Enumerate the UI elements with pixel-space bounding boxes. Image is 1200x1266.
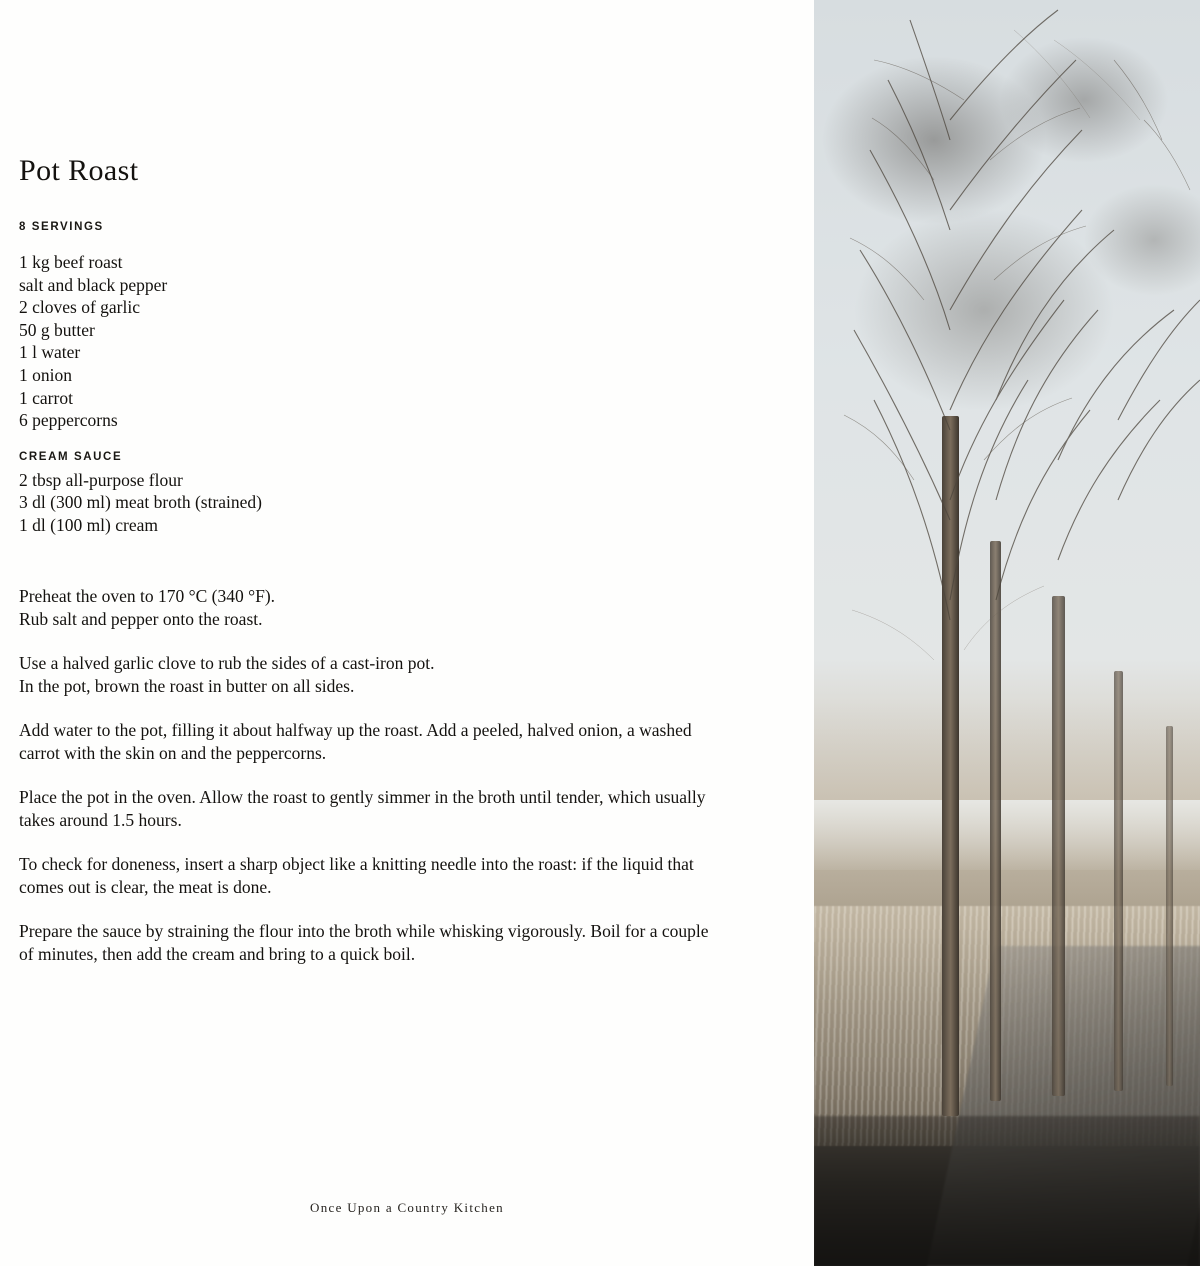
page-title: Pot Roast [19, 154, 139, 187]
instruction-paragraph: Prepare the sauce by straining the flour into the broth while whisking vigorously. Boil for a couple of minutes, then add the cream and bring to a quick boil. [19, 920, 709, 964]
ingredient-list [19, 251, 719, 432]
cream-sauce-ingredient-list [19, 469, 719, 537]
instruction-paragraph: To check for doneness, insert a sharp object like a knitting needle into the roast: if the liquid that comes out is clear, the meat is done. [19, 853, 694, 897]
list-item: 2 cloves of garlic [19, 297, 140, 318]
list-item: 2 tbsp all-purpose flour [19, 469, 183, 490]
list-item: 1 onion [19, 364, 72, 385]
list-item: 50 g butter [19, 319, 95, 340]
instructions [19, 585, 719, 966]
instruction-line: Rub salt and pepper onto the roast. [19, 608, 263, 629]
instruction-line: Preheat the oven to 170 °C (340 °F). [19, 585, 276, 606]
instruction-line: In the pot, brown the roast in butter on all sides. [19, 675, 355, 696]
list-item: salt and black pepper [19, 274, 168, 295]
list-item: 1 dl (100 ml) cream [19, 514, 158, 535]
instruction-paragraph: Place the pot in the oven. Allow the roast to gently simmer in the broth until tender, which usually takes around 1.5 hours. [19, 786, 706, 830]
cream-sauce-heading: CREAM SAUCE [19, 450, 123, 463]
instruction-line: Use a halved garlic clove to rub the sides of a cast-iron pot. [19, 652, 435, 673]
list-item: 3 dl (300 ml) meat broth (strained) [19, 492, 262, 513]
servings-label: 8 SERVINGS [19, 221, 104, 233]
photo-column [814, 0, 1200, 1266]
instruction-paragraph [19, 652, 713, 698]
colophon: Once Upon a Country Kitchen [310, 1200, 504, 1215]
list-item: 1 l water [19, 342, 81, 363]
list-item: 1 kg beef roast [19, 252, 123, 272]
list-item: 1 carrot [19, 387, 73, 408]
instruction-paragraph: Add water to the pot, filling it about halfway up the roast. Add a peeled, halved onion, a washed carrot with the skin on and the peppercorns. [19, 719, 692, 763]
list-item: 6 peppercorns [19, 410, 118, 431]
winter-trees-photo [814, 0, 1200, 1266]
instruction-paragraph [19, 585, 713, 631]
recipe-block [19, 154, 719, 987]
bare-branches-icon [814, 0, 1200, 1266]
